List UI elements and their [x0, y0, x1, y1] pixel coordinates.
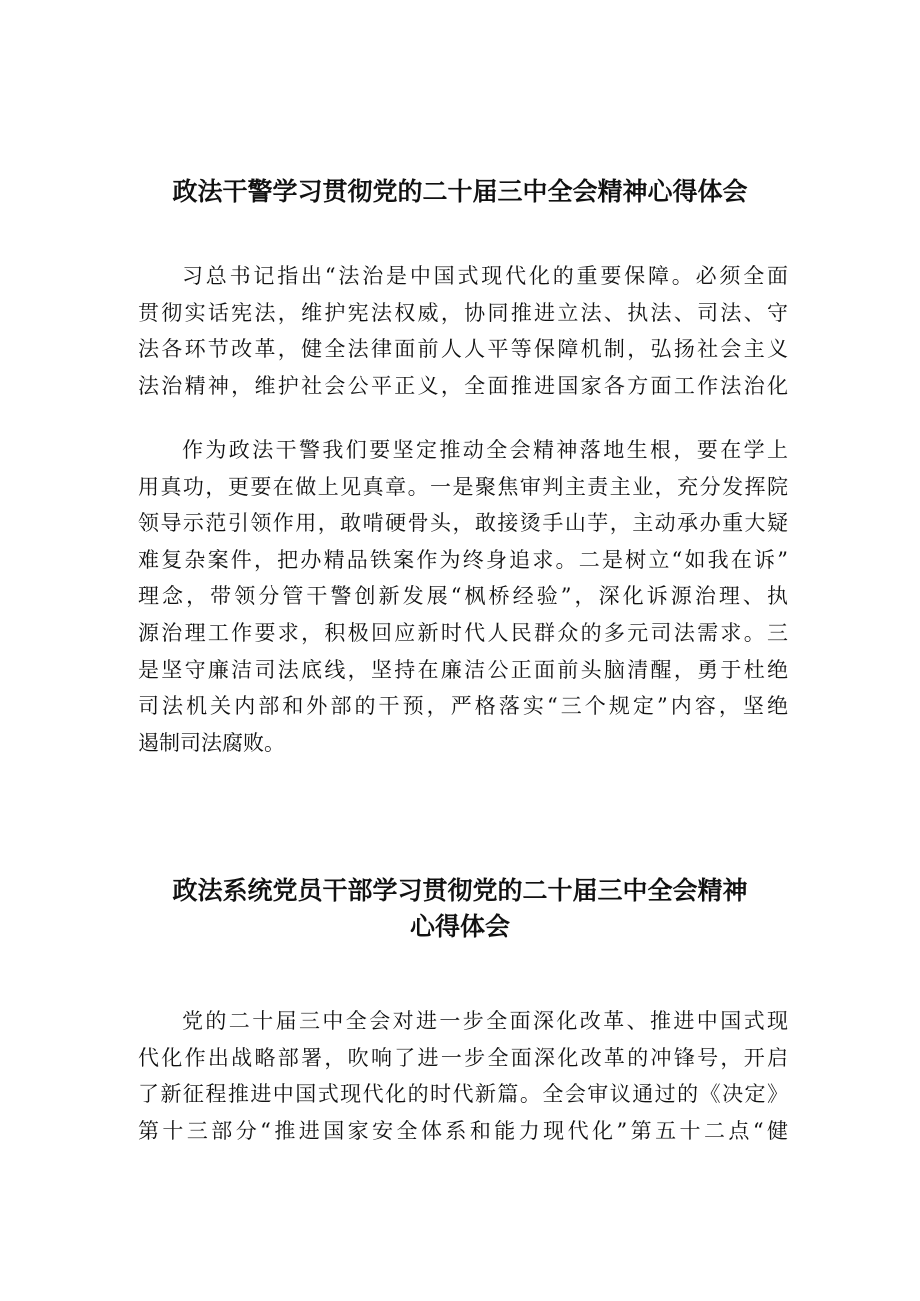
article1-paragraph-2: [138, 432, 788, 761]
article1-title: 政法干警学习贯彻党的二十届三中全会精神心得体会: [172, 177, 748, 206]
paragraph-line: 法治精神，维护社会公平正义，全面推进国家各方面工作法治化: [138, 373, 788, 398]
paragraph-line: 贯彻实话宪法，维护宪法权威，协同推进立法、执法、司法、守: [138, 300, 788, 325]
article2-title-line-2: 心得体会: [409, 912, 510, 941]
article1-paragraph-1: [138, 258, 788, 404]
paragraph-line: 习总书记指出“法治是中国式现代化的重要保障。必须全面: [182, 264, 788, 288]
paragraph-line: 党的二十届三中全会对进一步全面深化改革、推进中国式现: [182, 1009, 788, 1033]
paragraph-line: 遏制司法腐败。: [138, 730, 285, 755]
paragraph-line: 难复杂案件，把办精品铁案作为终身追求。二是树立“如我在诉”: [138, 547, 788, 572]
paragraph-line: 法各环节改革，健全法律面前人人平等保障机制，弘扬社会主义: [138, 337, 788, 362]
paragraph-line: 代化作出战略部署，吹响了进一步全面深化改革的冲锋号，开启: [138, 1045, 788, 1070]
article2-title: [120, 873, 800, 945]
paragraph-line: 领导示范引领作用，敢啃硬骨头，敢接烫手山芋，主动承办重大疑: [138, 511, 788, 536]
paragraph-line: 源治理工作要求，积极回应新时代人民群众的多元司法需求。三: [138, 620, 788, 645]
paragraph-line: 作为政法干警我们要坚定推动全会精神落地生根，要在学上: [182, 438, 788, 462]
paragraph-line: 是坚守廉洁司法底线，坚持在廉洁公正面前头脑清醒，勇于杜绝: [138, 657, 788, 682]
paragraph-line: 用真功，更要在做上见真章。一是聚焦审判主责主业，充分发挥院: [138, 474, 788, 499]
article2-title-line-1: 政法系统党员干部学习贯彻党的二十届三中全会精神: [172, 876, 748, 905]
paragraph-line: 司法机关内部和外部的干预，严格落实“三个规定”内容，坚绝: [138, 694, 788, 719]
paragraph-line: 理念，带领分管干警创新发展“枫桥经验”，深化诉源治理、执: [138, 584, 788, 609]
paragraph-line: 了新征程推进中国式现代化的时代新篇。全会审议通过的《决定》: [138, 1082, 788, 1107]
paragraph-line: 第十三部分“推进国家安全体系和能力现代化”第五十二点“健: [138, 1118, 788, 1143]
article2-paragraph-1: [138, 1003, 788, 1149]
